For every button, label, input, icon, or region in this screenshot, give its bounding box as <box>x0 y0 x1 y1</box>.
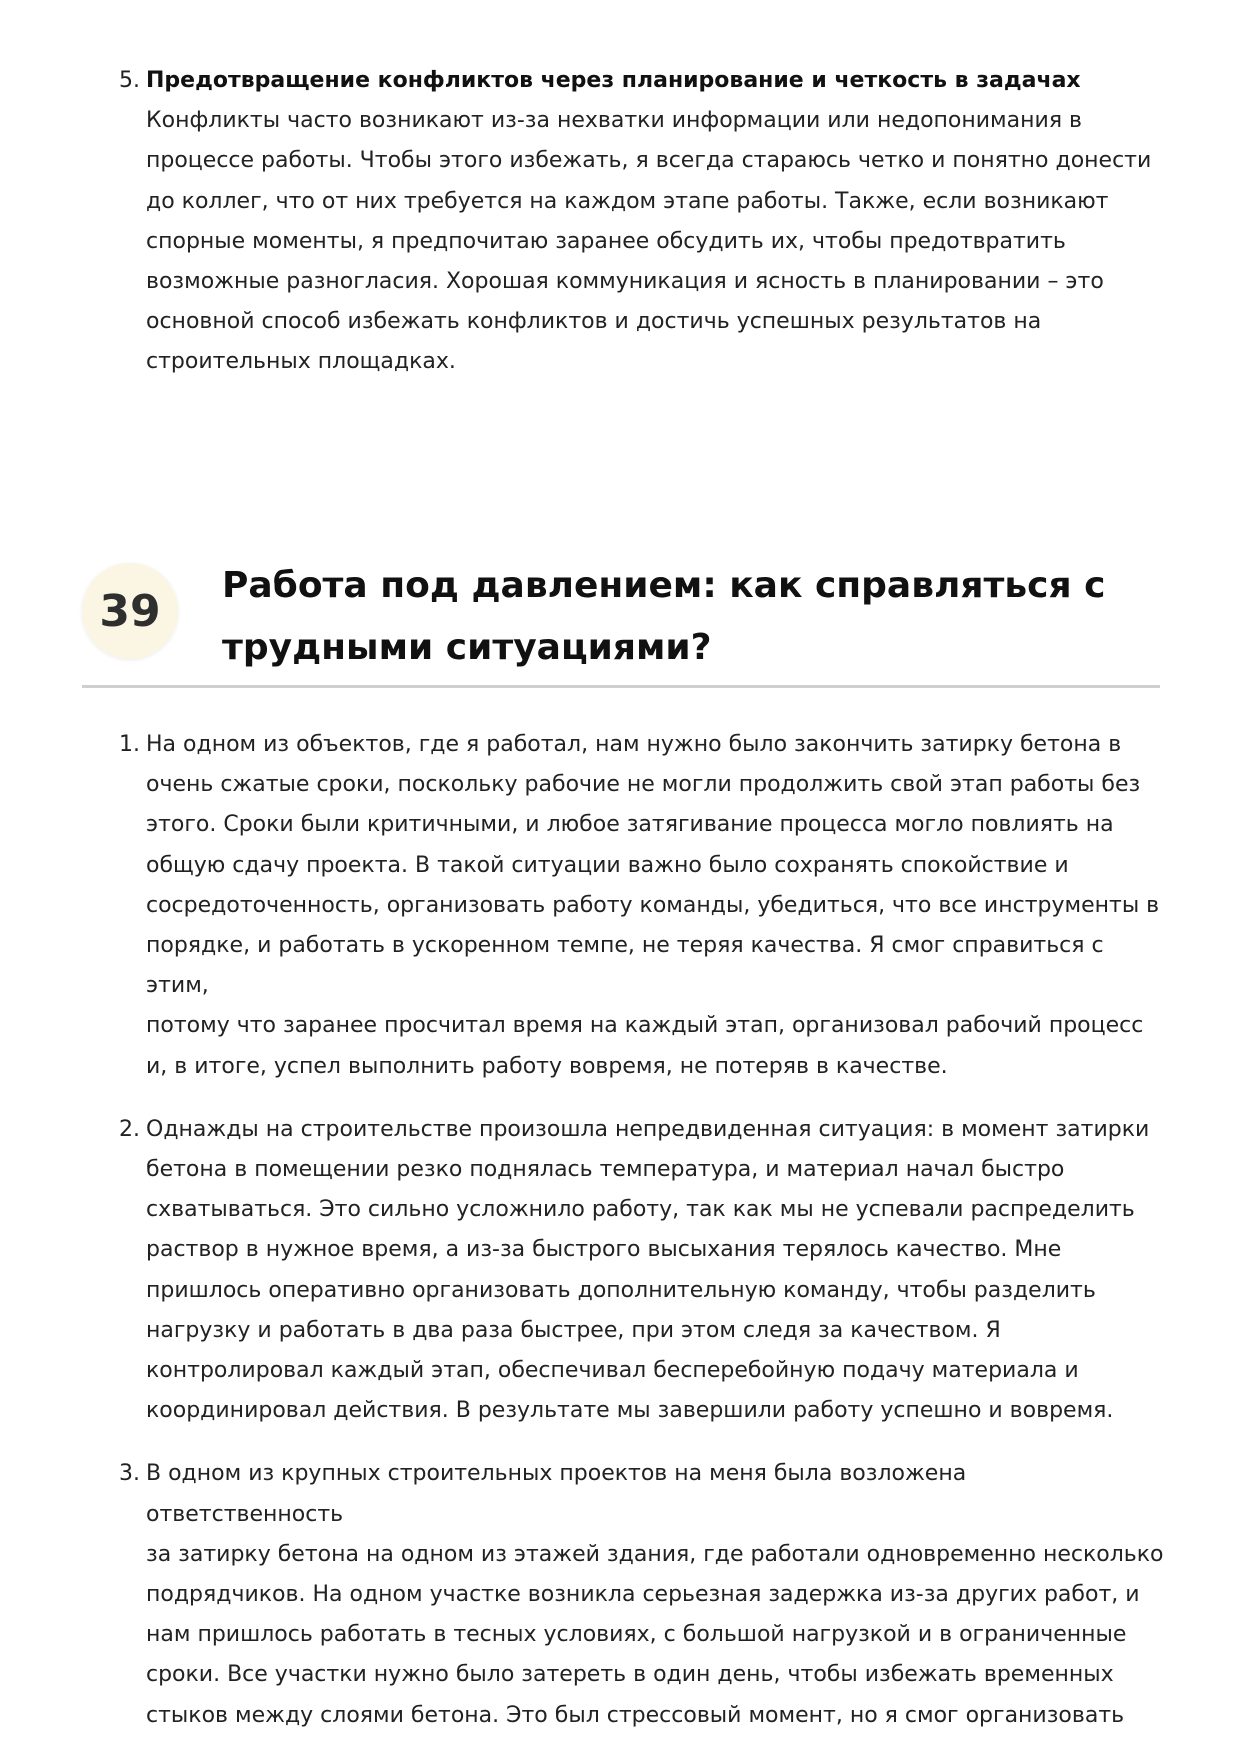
list-item-number: 5. <box>119 68 140 93</box>
list-item-text: Однажды на строительстве произошла непредвиденная ситуация: в момент затирки бетона в помещении резко поднялась температура, и материал начал быстро схватываться. Это сильно усложнило работу, так как мы не успевали распределить раствор в нужное время, а из-за быстрого высыхания терялось качество. Мне пришлось оперативно организовать дополнительную команду, чтобы разделить нагрузку и работать в два раза быстрее, при этом следя за качеством. Я контролировал каждый этап, обеспечивал бесперебойную подачу материала и координировал действия. В результате мы завершили работу успешно и вовремя. <box>146 1116 1150 1424</box>
list-item-number: 3. <box>119 1461 140 1487</box>
section-number-badge: 39 <box>82 563 178 659</box>
list-item-title: Предотвращение конфликтов через планирование и четкость в задачах <box>146 68 1081 93</box>
list-item <box>0 725 1239 1087</box>
list-item-number: 1. <box>119 732 140 757</box>
list-item-text: На одном из объектов, где я работал, нам нужно было закончить затирку бетона в очень сжатые сроки, поскольку рабочие не могли продолжить свой этап работы без этого. Сроки были критичными, и любое затягивание процесса могло повлиять на общую сдачу проекта. В такой ситуации важно было сохранять спокойствие и сосредоточенность, организовать работу команды, убедиться, что все инструменты в порядке, и работать в ускоренном темпе, не теряя качества. Я смог справиться с этим, потому что заранее просчитал время на каждый этап, организовал рабочий процесс и, в итоге, успел выполнить работу вовремя, не потеряв в качестве. <box>146 732 1160 1079</box>
answers-list <box>0 725 1239 1759</box>
list-item-text: Конфликты часто возникают из-за нехватки информации или недопонимания в процессе работы. Чтобы этого избежать, я всегда стараюсь четко и понятно донести до коллег, что от них требуется на каждом этапе работы. Также, если возникают спорные моменты, я предпочитаю заранее обсудить их, чтобы предотвратить возможные разногласия. Хорошая коммуникация и ясность в планировании – это основной способ избежать конфликтов и достичь успешных результатов на строительных площадках. <box>146 108 1152 375</box>
list-item <box>0 1454 1239 1735</box>
list-item <box>0 1110 1239 1432</box>
section-header <box>82 555 1160 688</box>
previous-section-list <box>0 61 1239 383</box>
list-item <box>0 61 1239 383</box>
list-item-text: В одном из крупных строительных проектов на меня была возложена ответственность за затирку бетона на одном из этажей здания, где работали одновременно несколько подрядчиков. На одном участке возникла серьезная задержка из-за других работ, и нам пришлось работать в тесных условиях, с большой нагрузкой и в ограниченные сроки. Все участки нужно было затереть в один день, чтобы избежать временных стыков между слоями бетона. Это был стрессовый момент, но я смог организовать <box>146 1461 1164 1728</box>
section-title: Работа под давлением: как справляться с трудными ситуациями? <box>222 565 1106 668</box>
list-item-number: 2. <box>119 1116 140 1142</box>
